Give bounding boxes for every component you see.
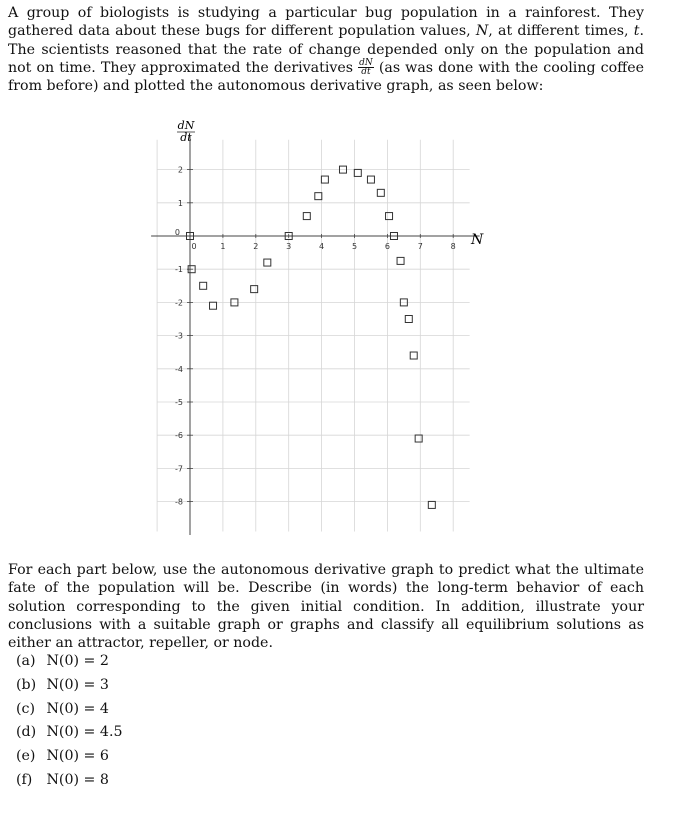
data-point	[415, 435, 422, 442]
chart-points	[187, 166, 436, 508]
y-tick-label: 0	[174, 228, 180, 237]
part-label: (c)	[16, 700, 36, 717]
intro-text-1: A group of biologists is studying a particular bug population in a rainforest. They gathered data about these bugs for different population values,	[8, 5, 644, 40]
x-tick-label: 8	[450, 242, 456, 251]
y-tick-label: -6	[175, 431, 183, 441]
intro-text-3: . The scientists reasoned that the rate of change depended only on the population and not on time. They approximated the derivatives	[8, 23, 644, 76]
derivative-chart	[150, 115, 490, 535]
parts-list	[16, 650, 123, 793]
x-tick-label: 0	[191, 242, 197, 251]
intro-text-2: , at different times,	[488, 23, 634, 40]
part-item	[16, 698, 123, 722]
data-point	[303, 213, 310, 220]
y-tick-label: -3	[175, 331, 183, 341]
y-axis-label-denominator: dt	[180, 131, 192, 144]
part-label: (a)	[16, 653, 36, 669]
x-axis-label: N	[471, 232, 484, 248]
x-tick-label: 1	[220, 242, 226, 251]
y-tick-label: -5	[175, 398, 183, 407]
x-tick-label: 3	[286, 242, 292, 251]
part-item	[16, 650, 123, 674]
instructions-paragraph: For each part below, use the autonomous derivative graph to predict what the ultimate fate of the population will be. Describe (in words) the long-term behavior of each solution corresponding to the given initial condition. In addition, illustrate your conclusions with a suitable graph or graphs and classify all equilibrium solutions as either an attractor, repeller, or node.	[8, 562, 644, 652]
part-label: (e)	[16, 748, 36, 765]
fraction-numerator: dN	[359, 58, 373, 69]
part-condition: N(0) = 2	[46, 653, 109, 669]
part-item	[16, 721, 123, 745]
data-point	[210, 302, 217, 309]
data-point	[386, 213, 393, 220]
data-point	[200, 282, 207, 289]
part-label: (d)	[16, 724, 37, 741]
x-tick-label: 4	[319, 242, 325, 251]
data-point	[251, 286, 258, 293]
data-point	[367, 176, 374, 183]
var-t: t	[633, 23, 640, 40]
part-label: (f)	[16, 771, 33, 788]
data-point	[315, 193, 322, 200]
intro-paragraph	[8, 4, 644, 95]
derivative-fraction	[358, 59, 374, 76]
y-tick-label: -8	[175, 497, 183, 507]
data-point	[397, 257, 404, 264]
fraction-denominator: dt	[361, 67, 371, 78]
y-tick-label: 1	[177, 198, 183, 208]
y-tick-label: -2	[175, 298, 183, 308]
y-tick-label: -7	[175, 464, 183, 474]
x-tick-label: 5	[351, 242, 358, 251]
chart-ticks	[175, 166, 456, 507]
x-tick-label: 6	[384, 242, 390, 251]
part-label: (b)	[16, 676, 37, 693]
y-axis-label-numerator: dN	[177, 119, 195, 132]
data-point	[428, 501, 435, 508]
part-item	[16, 745, 123, 769]
part-condition: N(0) = 4	[46, 700, 109, 717]
intro-text-4: (as was done with the cooling coffee from before) and plotted the autonomous derivative graph, as seen below:	[8, 59, 644, 95]
part-condition: N(0) = 8	[46, 771, 109, 788]
part-condition: N(0) = 4.5	[46, 724, 123, 741]
data-point	[377, 189, 384, 196]
data-point	[354, 169, 361, 176]
data-point	[410, 352, 417, 359]
part-item	[16, 769, 123, 793]
y-tick-label: -1	[175, 265, 183, 275]
data-point	[264, 259, 271, 266]
part-condition: N(0) = 3	[46, 676, 109, 693]
x-tick-label: 2	[253, 242, 259, 251]
y-tick-label: -4	[175, 364, 183, 374]
var-n: N	[475, 23, 489, 40]
x-tick-label: 7	[417, 242, 423, 251]
y-tick-label: 2	[177, 165, 183, 175]
data-point	[405, 316, 412, 323]
data-point	[321, 176, 328, 183]
part-condition: N(0) = 6	[46, 748, 109, 765]
part-item	[16, 674, 123, 698]
chart-grid	[157, 140, 470, 532]
